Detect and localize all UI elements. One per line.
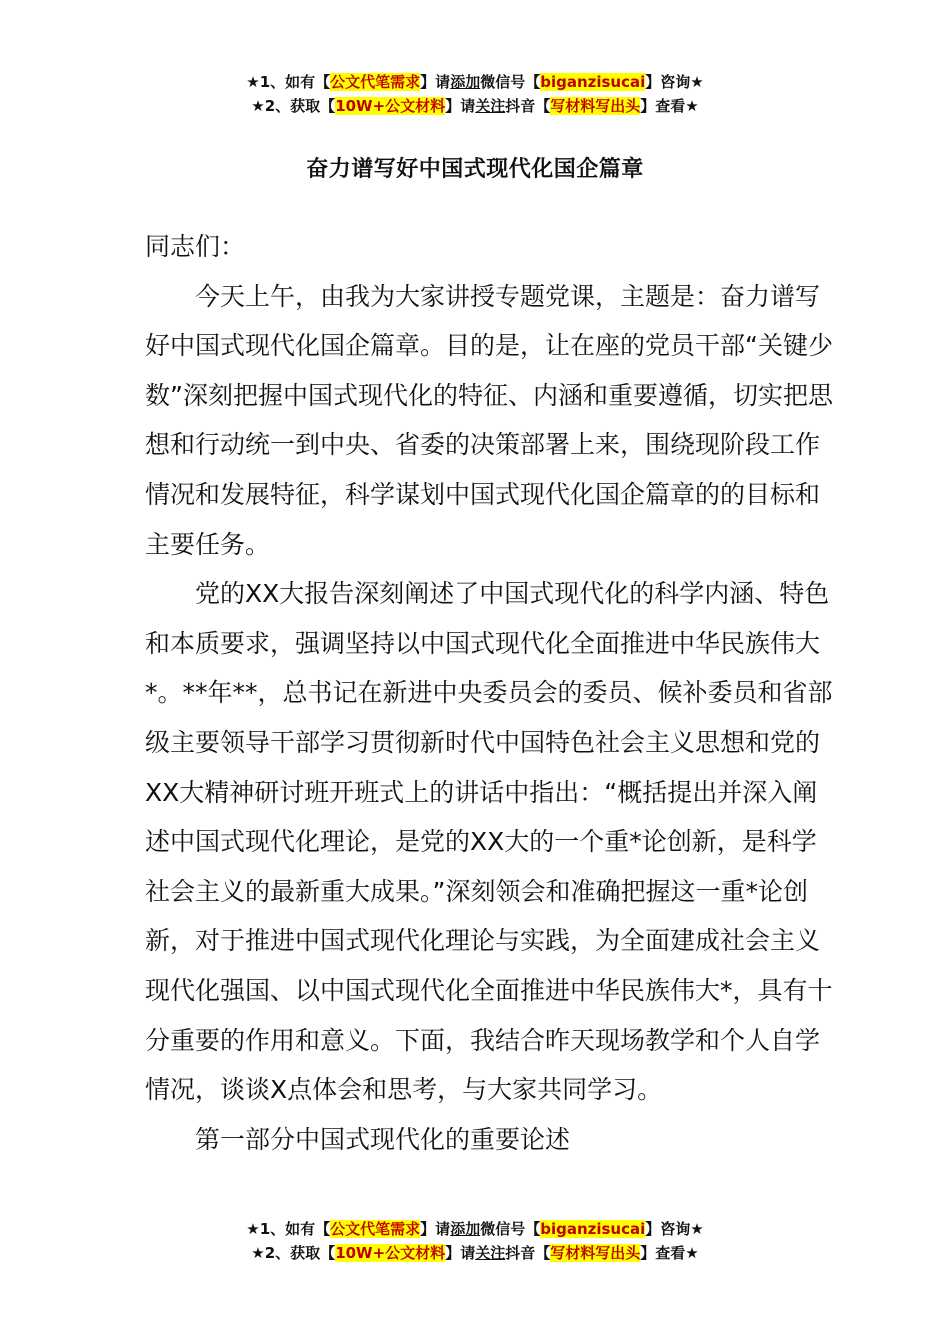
banner-underlined: 关注 xyxy=(475,1244,506,1262)
banner-line-1 xyxy=(0,1217,950,1241)
banner-text: 】请 xyxy=(445,1244,476,1262)
banner-text: 抖音【 xyxy=(505,97,551,115)
top-banner xyxy=(0,70,950,118)
document-title: 奋力谱写好中国式现代化国企篇章 xyxy=(306,157,644,182)
banner-text: ★2、获取【 xyxy=(251,97,336,115)
banner-text: ★2、获取【 xyxy=(251,1244,336,1262)
banner-underlined: 关注 xyxy=(475,97,506,115)
banner-text: 】查看★ xyxy=(640,97,699,115)
banner-text: 抖音【 xyxy=(505,1244,551,1262)
banner-highlight: 公文代笔需求 xyxy=(330,1220,421,1238)
section-heading: 第一部分中国式现代化的重要论述 xyxy=(195,1124,571,1154)
paragraph-report: 党的XX大报告深刻阐述了中国式现代化的科学内涵、特色和本质要求，强调坚持以中国式现代化全面推进中华民族伟大*。**年**，总书记在新进中央委员会的委员、候补委员和省部级主要领导干部学习贯彻新时代中国特色社会主义思想和党的XX大精神研讨班开班式上的讲话中指出：“概括提出并深入阐述中国式现代化理论，是党的XX大的一个重*论创新，是科学社会主义的最新重大成果。”深刻领会和准确把握这一重*论创新，对于推进中国式现代化理论与实践，为全面建成社会主义现代化强国、以中国式现代化全面推进中华民族伟大*，具有十分重要的作用和意义。下面，我结合昨天现场教学和个人自学情况，谈谈X点体会和思考，与大家共同学习。 xyxy=(145,579,833,1105)
banner-wechat-id: biganzisucai xyxy=(540,73,646,91)
banner-text: 】请 xyxy=(420,1220,451,1238)
banner-text: 】请 xyxy=(445,97,476,115)
banner-wechat-id: biganzisucai xyxy=(540,1220,646,1238)
salutation: 同志们： xyxy=(145,232,246,261)
banner-underlined: 添加 xyxy=(450,1220,481,1238)
banner-text: 】咨询★ xyxy=(645,1220,704,1238)
banner-highlight: 10W+公文材料 xyxy=(335,97,446,115)
banner-text: 】请 xyxy=(420,73,451,91)
banner-line-1 xyxy=(0,70,950,94)
banner-douyin-id: 写材料写出头 xyxy=(550,97,641,115)
paragraph-intro: 今天上午，由我为大家讲授专题党课，主题是：奋力谱写好中国式现代化国企篇章。目的是，让在座的党员干部“关键少数”深刻把握中国式现代化的特征、内涵和重要遵循，切实把思想和行动统一到中央、省委的决策部署上来，围绕现阶段工作情况和发展特征，科学谋划中国式现代化国企篇章的的目标和主要任务。 xyxy=(145,281,833,559)
banner-text: 】咨询★ xyxy=(645,73,704,91)
banner-underlined: 添加 xyxy=(450,73,481,91)
banner-text: ★1、如有【 xyxy=(246,1220,331,1238)
banner-text: ★1、如有【 xyxy=(246,73,331,91)
banner-line-2 xyxy=(0,94,950,118)
banner-highlight: 10W+公文材料 xyxy=(335,1244,446,1262)
document-body xyxy=(145,222,835,1164)
banner-douyin-id: 写材料写出头 xyxy=(550,1244,641,1262)
banner-text: 】查看★ xyxy=(640,1244,699,1262)
banner-text: 微信号【 xyxy=(480,1220,541,1238)
banner-line-2 xyxy=(0,1241,950,1265)
bottom-banner xyxy=(0,1217,950,1265)
banner-text: 微信号【 xyxy=(480,73,541,91)
banner-highlight: 公文代笔需求 xyxy=(330,73,421,91)
